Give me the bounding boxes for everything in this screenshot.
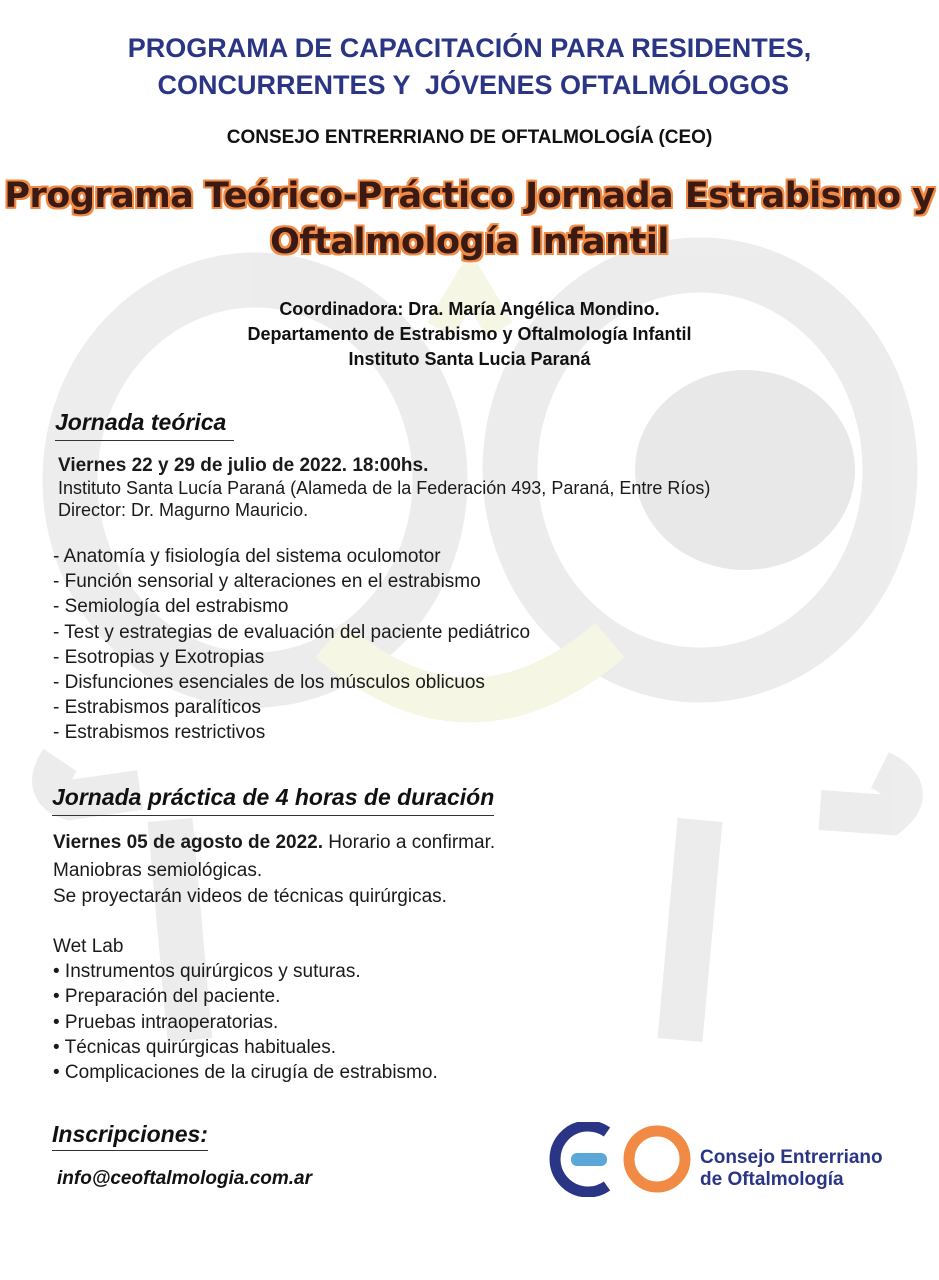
department: Departamento de Estrabismo y Oftalmología Infantil [247,324,692,344]
program-title-line-1: PROGRAMA DE CAPACITACIÓN PARA RESIDENTES, [127,33,812,63]
list-item: - Test y estrategias de evaluación del paciente pediátrico [53,621,531,643]
list-item: • Complicaciones de la cirugía de estrabismo. [53,1062,438,1084]
list-item: - Estrabismos paralíticos [53,697,262,719]
event-title [0,173,939,265]
practice-date: Viernes 05 de agosto de 2022. [53,832,324,853]
practice-date-line [53,830,495,856]
logo-line-1: Consejo Entrerriano [700,1147,883,1168]
theory-location: Instituto Santa Lucía Paraná (Alameda de la Federación 493, Paraná, Entre Ríos) [58,478,711,498]
event-title-line-2: Oftalmología Infantil [270,222,669,262]
ceo-logo-text [700,1147,883,1191]
council-name: CONSEJO ENTRERRIANO DE OFTALMOLOGÍA (CEO) [226,127,713,148]
list-item: - Función sensorial y alteraciones en el estrabismo [53,571,481,593]
practice-line-2: Se proyectarán videos de técnicas quirúrgicas. [53,886,447,907]
practice-details [53,830,495,910]
list-item: • Preparación del paciente. [53,986,281,1008]
program-title-line-2: CONCURRENTES Y JÓVENES OFTALMÓLOGOS [149,70,790,100]
list-item: - Esotropias y Exotropias [53,646,265,668]
practice-schedule: Horario a confirmar. [323,832,496,853]
theory-director: Director: Dr. Magurno Mauricio. [58,500,309,520]
coordination-block [0,297,939,372]
list-item: - Estrabismos restrictivos [53,722,266,744]
list-item: • Pruebas intraoperatorias. [53,1011,279,1033]
list-item: - Semiología del estrabismo [53,596,289,618]
wetlab-title: Wet Lab [53,936,124,957]
theory-details [58,455,710,521]
list-item: • Instrumentos quirúrgicos y suturas. [53,961,361,983]
registration-heading-text: Inscripciones: [52,1121,208,1151]
registration-email-link[interactable]: info@ceoftalmologia.com.ar [57,1168,313,1189]
logo-line-2: de Oftalmología [700,1169,844,1190]
coordinator: Coordinadora: Dra. María Angélica Mondino. [279,299,660,319]
list-item: - Anatomía y fisiología del sistema oculomotor [53,546,441,567]
practice-heading: Jornada práctica de 4 horas de duración [52,784,494,816]
event-title-line-1: Programa Teórico-Práctico Jornada Estrabismo y [4,176,935,216]
registration-heading [52,1121,208,1152]
theory-topics-list [53,544,530,746]
ceo-logo [545,1122,925,1197]
institute: Instituto Santa Lucia Paraná [348,349,591,369]
program-title [0,30,939,104]
practice-line-1: Maniobras semiológicas. [53,860,263,881]
wetlab-list [53,934,438,1085]
theory-date: Viernes 22 y 29 de julio de 2022. 18:00hs. [58,455,429,476]
ceo-logo-mark-icon [545,1122,695,1197]
theory-heading: Jornada teórica [55,409,234,441]
list-item: - Disfunciones esenciales de los músculos oblicuos [53,672,485,694]
list-item: • Técnicas quirúrgicas habituales. [53,1036,337,1058]
